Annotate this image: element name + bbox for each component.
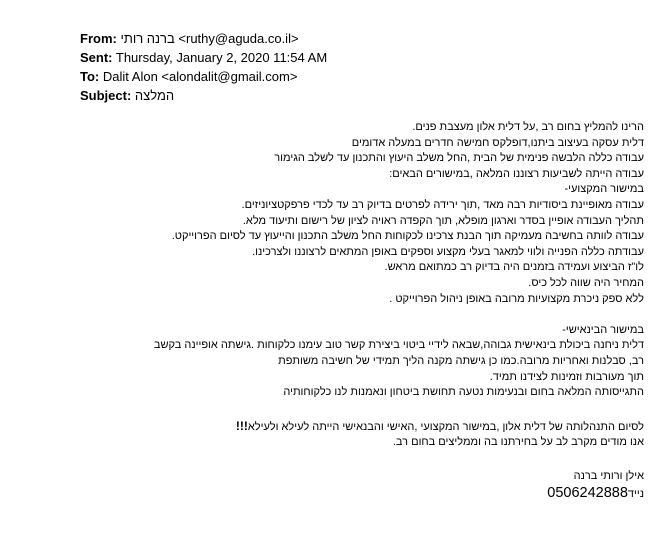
body-line: לו"ז הביצוע ועמידה בזמנים היה בדיוק רב כמתואם מראש.	[384, 261, 644, 274]
body-line: המחיר היה שווה לכל כיס.	[528, 276, 644, 289]
signature-phone	[10, 484, 644, 503]
spacer	[10, 451, 644, 469]
body-line: תהליך העבודה אופיין בסדר וארגון מופלא, תוך הקפדה ראויה לציון של רישום ותיעוד מלא.	[242, 214, 644, 227]
body-line: התגייסותה המלאה בחום ובנעימות נטעה תחושת ביטחון ונאמנות לנו כלקוחותיה	[283, 386, 644, 399]
spacer	[10, 307, 644, 323]
closing-line	[10, 419, 644, 436]
to-label: To:	[80, 69, 100, 84]
interpersonal-heading: במישור הבינאישי-	[562, 323, 644, 336]
body-line: עבודה כללה הלבשה פנימית של הבית ,החל משלב היעוץ והתכנון עד לשלב הגימור	[274, 152, 644, 165]
signature-names: אילן ורותי ברנה	[573, 469, 644, 482]
body-line: הרינו להמליץ בחום רב ,על דלית אלון מעצבת פנים.	[412, 121, 644, 133]
phone-label: נייד	[627, 488, 644, 501]
professional-heading: במישור המקצועי-	[564, 183, 644, 196]
spacer	[10, 401, 644, 419]
body-line: עבודה לוותה בחשיבה מעמיקה תוך הבנת צרכינו לכקוחות החל משלב התכנון והייעוץ עד לסיום הפרוייקט.	[171, 230, 644, 243]
body-line: דלית ניחנה ביכולת בינאישית גבוהה,שבאה לידיי ביטוי ביצירת קשר טוב עימנו כלקוחות .גישתה אופיינה בקשב	[153, 339, 644, 352]
subject-label: Subject:	[80, 88, 132, 103]
body-line: ללא ספק ניכרת מקצועיות מרובה באופן ניהול הפרוייקט .	[389, 292, 644, 305]
phone-number: 0506242888	[547, 485, 628, 502]
from-label: From:	[80, 31, 117, 46]
email-body	[10, 120, 644, 503]
body-line: רב, סבלנות ואחריות מרובה.כמו כן גישתה מקנה הליך תמידי של חשיבה משותפת	[278, 354, 644, 367]
closing-emphasis: !!!	[235, 418, 248, 433]
to-value[interactable]: Dalit Alon <alondalit@gmail.com>	[102, 69, 298, 84]
closing-line: אנו מודים מקרב לב על בחירתנו בה וממליצים בחום רב.	[392, 436, 644, 449]
to-row	[80, 67, 327, 86]
sent-value: Thursday, January 2, 2020 11:54 AM	[115, 50, 328, 65]
subject-row	[80, 86, 327, 105]
subject-value: המלצה	[134, 88, 175, 103]
sent-label: Sent:	[80, 50, 113, 65]
from-row	[80, 29, 327, 48]
email-header	[80, 29, 327, 105]
from-value[interactable]: ברנה רותי <ruthy@aguda.co.il>	[120, 31, 299, 46]
body-line: דלית עסקה בעיצוב ביתנו,דופלקס חמישה חדרים במעלה אדומים	[351, 136, 644, 149]
body-line: עבודתה כללה הפנייה ולווי למאגר בעלי מקצוע וספקים באופן המתאים לרצוננו ולצרכינו.	[252, 245, 644, 258]
body-line: תוך מעורבות וזמינות לצידנו תמיד.	[489, 370, 644, 383]
body-line: עבודה מאופיינת ביסודיות רבה מאד ,תוך ירידה לפרטים בדיוק רב עד לכדי פרפקטציוניזים.	[241, 198, 644, 211]
body-line: עבודה הייתה לשביעות רצוננו המלאה ,במישורים הבאים:	[389, 167, 644, 180]
closing-text: לסיום התנהלותה של דלית אלון ,במישור המקצועי ,האישי והבנאישי הייתה לעילא ולעילא	[247, 420, 644, 433]
sent-row	[80, 48, 327, 67]
